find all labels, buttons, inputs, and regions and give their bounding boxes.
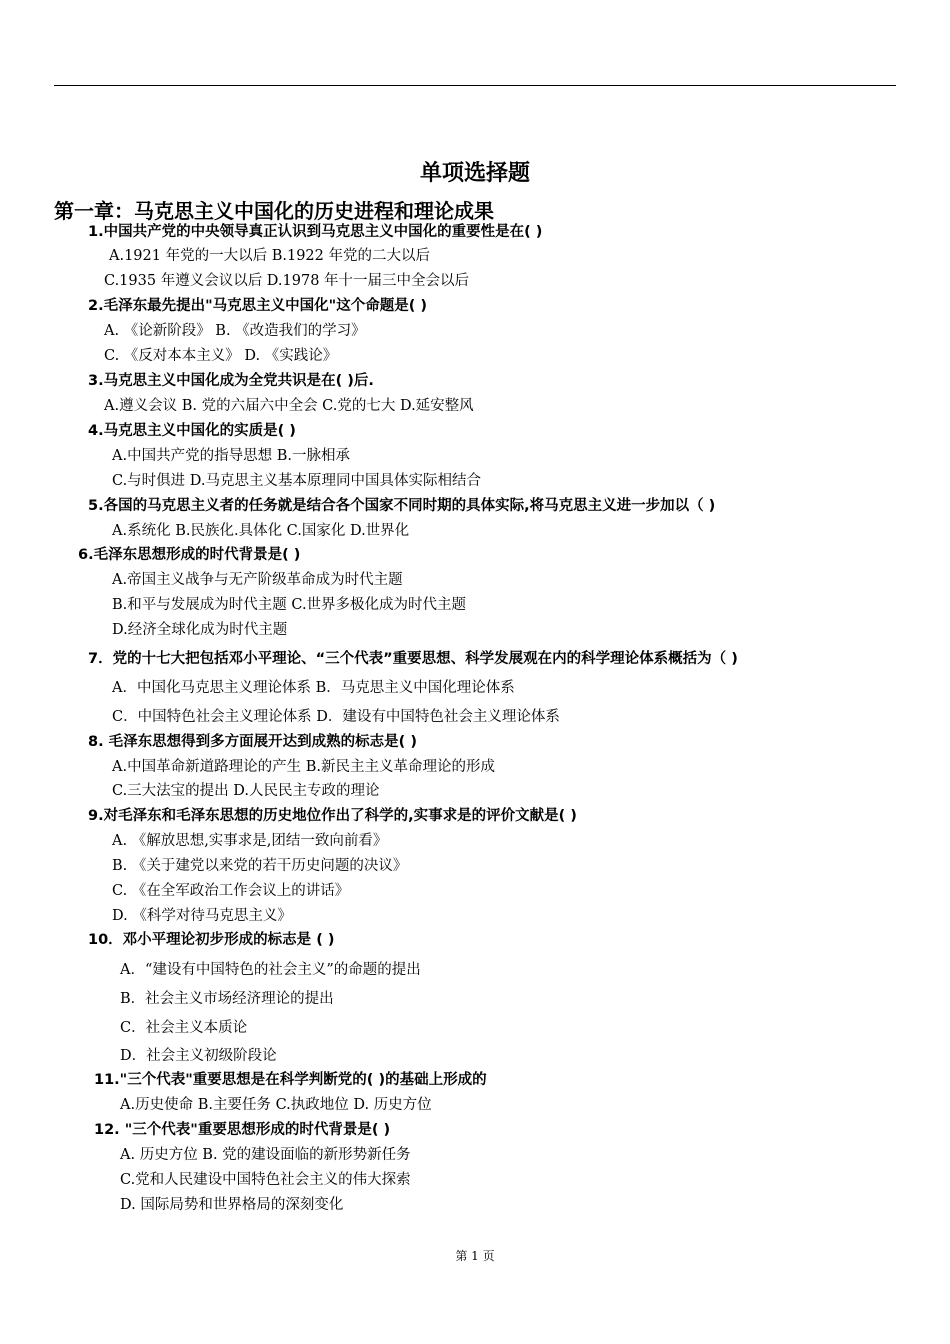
question-stem: 11."三个代表"重要思想是在科学判断党的( )的基础上形成的 (94, 1072, 487, 1088)
question-stem: 12. "三个代表"重要思想形成的时代背景是( ) (94, 1122, 391, 1138)
answer-options: D. 《科学对待马克思主义》 (112, 908, 292, 924)
answer-options: C.党和人民建设中国特色社会主义的伟大探索 (120, 1172, 411, 1188)
answer-options: B.和平与发展成为时代主题 C.世界多极化成为时代主题 (112, 597, 467, 613)
answer-options: C.1935 年遵义会议以后 D.1978 年十一届三中全会以后 (104, 273, 470, 289)
page-number: 第 1 页 (455, 1249, 495, 1263)
answer-options: C. 《反对本本主义》 D. 《实践论》 (104, 348, 338, 364)
question-stem: 6.毛泽东思想形成的时代背景是( ) (78, 547, 301, 563)
answer-options: A.中国共产党的指导思想 B.一脉相承 (112, 448, 350, 464)
answer-options: A.历史使命 B.主要任务 C.执政地位 D. 历史方位 (120, 1097, 432, 1113)
answer-options: A. 《解放思想,实事求是,团结一致向前看》 (112, 833, 388, 849)
answer-options: D.经济全球化成为时代主题 (112, 622, 288, 638)
answer-options: A.遵义会议 B. 党的六届六中全会 C.党的七大 D.延安整风 (104, 398, 474, 414)
question-stem: 10．邓小平理论初步形成的标志是 ( ) (88, 932, 335, 948)
question-stem: 1.中国共产党的中央领导真正认识到马克思主义中国化的重要性是在( ) (88, 224, 543, 240)
answer-options: C.三大法宝的提出 D.人民民主专政的理论 (112, 783, 380, 799)
answer-options: C．中国特色社会主义理论体系 D．建设有中国特色社会主义理论体系 (112, 709, 560, 725)
answer-options: C.与时俱进 D.马克思主义基本原理同中国具体实际相结合 (112, 473, 482, 489)
answer-options: C. 《在全军政治工作会议上的讲话》 (112, 883, 350, 899)
question-stem: 2.毛泽东最先提出"马克思主义中国化"这个命题是( ) (88, 298, 428, 314)
question-stem: 7．党的十七大把包括邓小平理论、“三个代表”重要思想、科学发展观在内的科学理论体系概括为（ ) (88, 651, 738, 667)
answer-options: A.中国革命新道路理论的产生 B.新民主主义革命理论的形成 (112, 759, 495, 775)
answer-options: B．社会主义市场经济理论的提出 (120, 991, 334, 1007)
question-stem: 5.各国的马克思主义者的任务就是结合各个国家不同时期的具体实际,将马克思主义进一步加以（ ) (88, 498, 716, 514)
chapter-title: 第一章：马克思主义中国化的历史进程和理论成果 (54, 199, 494, 223)
answer-options: A.系统化 B.民族化.具体化 C.国家化 D.世界化 (112, 523, 410, 539)
answer-options: A.1921 年党的一大以后 B.1922 年党的二大以后 (109, 248, 430, 264)
question-stem: 4.马克思主义中国化的实质是( ) (88, 423, 296, 439)
answer-options: B. 《关于建党以来党的若干历史问题的决议》 (112, 858, 408, 874)
question-stem: 3.马克思主义中国化成为全党共识是在( )后. (88, 373, 374, 389)
answer-options: A．中国化马克思主义理论体系 B．马克思主义中国化理论体系 (112, 680, 515, 696)
answer-options: A.帝国主义战争与无产阶级革命成为时代主题 (112, 572, 403, 588)
question-stem: 8. 毛泽东思想得到多方面展开达到成熟的标志是( ) (88, 734, 417, 750)
answer-options: D．社会主义初级阶段论 (120, 1048, 277, 1064)
answer-options: A. 《论新阶段》 B. 《改造我们的学习》 (104, 323, 366, 339)
header-rule (54, 85, 896, 86)
question-stem: 9.对毛泽东和毛泽东思想的历史地位作出了科学的,实事求是的评价文献是( ) (88, 808, 577, 824)
answer-options: A．“建设有中国特色的社会主义”的命题的提出 (120, 962, 421, 978)
answer-options: D. 国际局势和世界格局的深刻变化 (120, 1197, 344, 1213)
answer-options: A. 历史方位 B. 党的建设面临的新形势新任务 (120, 1147, 411, 1163)
page-title: 单项选择题 (419, 161, 530, 186)
answer-options: C．社会主义本质论 (120, 1020, 248, 1036)
